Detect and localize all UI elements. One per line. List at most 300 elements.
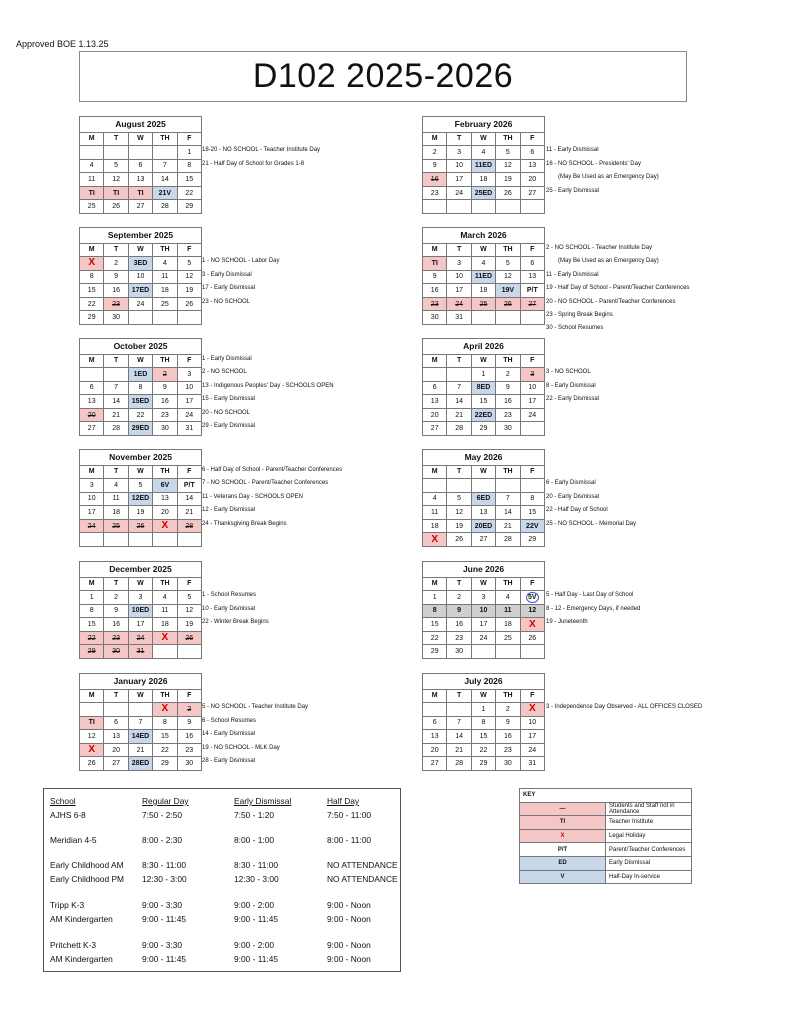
day-cell: 20 bbox=[153, 506, 177, 520]
calendar-note: 12 - Early Dismissal bbox=[202, 507, 256, 514]
month-calendar bbox=[422, 673, 545, 771]
calendar-note: 1 - Early Dismissal bbox=[202, 356, 252, 362]
day-cell: X bbox=[153, 703, 177, 717]
day-cell: 26 bbox=[496, 186, 520, 200]
day-cell: 8 bbox=[80, 604, 104, 618]
weekday-header: TH bbox=[496, 354, 520, 368]
day-cell bbox=[520, 479, 544, 493]
calendar-note: 21 - Half Day of School for Grades 1-8 bbox=[202, 160, 305, 167]
day-cell: X bbox=[520, 618, 544, 632]
day-cell: 21 bbox=[447, 408, 471, 422]
hours-cell: 9:00 - 3:30 bbox=[142, 940, 183, 950]
weekday-header: M bbox=[423, 354, 447, 368]
weekday-header: T bbox=[447, 354, 471, 368]
month-name: May 2026 bbox=[423, 450, 545, 466]
hours-cell: 9:00 - 11:45 bbox=[142, 914, 187, 924]
hours-cell: 9:00 - Noon bbox=[327, 940, 371, 950]
day-cell: 22 bbox=[128, 408, 152, 422]
day-cell bbox=[153, 645, 177, 659]
day-cell: 12 bbox=[80, 730, 104, 744]
day-cell bbox=[104, 533, 128, 547]
day-cell bbox=[471, 645, 495, 659]
month-notes bbox=[202, 464, 342, 531]
day-cell bbox=[496, 200, 520, 214]
day-cell: 8 bbox=[520, 492, 544, 506]
day-cell: 16 bbox=[153, 395, 177, 409]
day-cell: X bbox=[153, 631, 177, 645]
day-cell bbox=[423, 479, 447, 493]
day-cell bbox=[177, 533, 201, 547]
weekday-header: W bbox=[471, 354, 495, 368]
calendar-note: 11 - Early Dismissal bbox=[546, 271, 599, 278]
day-cell: 13 bbox=[128, 173, 152, 187]
weekday-header: TH bbox=[496, 132, 520, 146]
day-cell: 27 bbox=[80, 422, 104, 436]
day-cell: 12 bbox=[496, 270, 520, 284]
day-cell: 17 bbox=[520, 730, 544, 744]
hours-cell: Tripp K-3 bbox=[50, 900, 85, 910]
month-name: July 2026 bbox=[423, 674, 545, 690]
key-label: Students and Staff not in Attendance bbox=[606, 802, 692, 816]
day-cell: 5 bbox=[177, 257, 201, 271]
hours-cell: NO ATTENDANCE bbox=[327, 860, 398, 870]
month-notes bbox=[546, 242, 689, 336]
month-calendar bbox=[79, 116, 202, 214]
day-cell: 8 bbox=[128, 381, 152, 395]
weekday-header: TH bbox=[496, 577, 520, 591]
day-cell: 23 bbox=[496, 743, 520, 757]
calendar-note: (May Be Used as an Emergency Day) bbox=[558, 174, 659, 181]
day-cell bbox=[153, 533, 177, 547]
month-calendar bbox=[79, 673, 202, 771]
day-cell: 16 bbox=[177, 730, 201, 744]
day-cell: 22 bbox=[177, 186, 201, 200]
day-cell: 26 bbox=[128, 519, 152, 533]
weekday-header: M bbox=[80, 243, 104, 257]
day-cell: 13 bbox=[520, 159, 544, 173]
day-cell: 24 bbox=[447, 297, 471, 311]
day-cell: 15 bbox=[471, 730, 495, 744]
weekday-header: TH bbox=[496, 465, 520, 479]
day-cell: 9 bbox=[496, 716, 520, 730]
month-notes bbox=[546, 688, 702, 715]
calendar-note: 6 - Half Day of School - Parent/Teacher Conferences bbox=[202, 467, 343, 473]
day-cell: 16 bbox=[104, 284, 128, 298]
day-cell: 24 bbox=[128, 297, 152, 311]
calendar-note: 28 - Early Dismissal bbox=[202, 757, 256, 764]
day-cell: 29 bbox=[471, 422, 495, 436]
day-cell bbox=[104, 368, 128, 382]
hours-cell: 8:30 - 11:00 bbox=[142, 860, 187, 870]
weekday-header: TH bbox=[496, 689, 520, 703]
day-cell: 2 bbox=[447, 591, 471, 605]
calendar-note: 30 - School Resumes bbox=[546, 325, 604, 332]
day-cell: 17 bbox=[520, 395, 544, 409]
weekday-header: M bbox=[423, 577, 447, 591]
hours-cell: 9:00 - Noon bbox=[327, 914, 371, 924]
calendar-note: 22 - Half Day of School bbox=[546, 507, 608, 514]
day-cell bbox=[128, 311, 152, 325]
weekday-header: TH bbox=[153, 243, 177, 257]
day-cell: 16 bbox=[496, 730, 520, 744]
day-cell bbox=[423, 368, 447, 382]
calendar-note: 20 - NO SCHOOL - Parent/Teacher Conferences bbox=[546, 298, 676, 305]
day-cell: 3 bbox=[128, 591, 152, 605]
calendar-note: 25 - NO SCHOOL - Memorial Day bbox=[546, 520, 637, 527]
day-cell: 31 bbox=[447, 311, 471, 325]
day-cell: 7 bbox=[153, 159, 177, 173]
key-symbol: X bbox=[520, 829, 606, 843]
day-cell: 27 bbox=[520, 186, 544, 200]
day-cell: 16 bbox=[423, 284, 447, 298]
hours-cell: 8:00 - 11:00 bbox=[327, 835, 372, 845]
day-cell: 28 bbox=[153, 200, 177, 214]
day-cell: 17ED bbox=[128, 284, 152, 298]
day-cell: 20 bbox=[423, 743, 447, 757]
hours-cell: 7:50 - 2:50 bbox=[142, 810, 183, 820]
month-name: April 2026 bbox=[423, 339, 545, 355]
day-cell bbox=[471, 311, 495, 325]
day-cell: 10 bbox=[520, 381, 544, 395]
month-calendar bbox=[422, 561, 545, 659]
day-cell: 7 bbox=[128, 716, 152, 730]
day-cell: 3 bbox=[471, 591, 495, 605]
day-cell bbox=[520, 645, 544, 659]
day-cell: 25ED bbox=[471, 186, 495, 200]
day-cell: 28ED bbox=[128, 757, 152, 771]
day-cell: P/T bbox=[520, 284, 544, 298]
key-symbol: P/T bbox=[520, 843, 606, 857]
day-cell: 18 bbox=[423, 519, 447, 533]
day-cell: 15 bbox=[520, 506, 544, 520]
weekday-header: F bbox=[520, 132, 544, 146]
day-cell: 29 bbox=[471, 757, 495, 771]
day-cell: 22 bbox=[153, 743, 177, 757]
day-cell bbox=[80, 146, 104, 160]
day-cell bbox=[104, 146, 128, 160]
hours-cell: Pritchett K-3 bbox=[50, 940, 97, 950]
hours-row bbox=[44, 940, 400, 953]
day-cell: 26 bbox=[520, 631, 544, 645]
day-cell: 15 bbox=[153, 730, 177, 744]
day-cell: 10ED bbox=[128, 604, 152, 618]
day-cell: 20ED bbox=[471, 519, 495, 533]
day-cell: 17 bbox=[80, 506, 104, 520]
weekday-header: TH bbox=[153, 132, 177, 146]
day-cell: 16 bbox=[447, 618, 471, 632]
day-cell: 4 bbox=[496, 591, 520, 605]
day-cell: 13 bbox=[423, 395, 447, 409]
day-cell: 16 bbox=[104, 618, 128, 632]
day-cell: 23 bbox=[104, 297, 128, 311]
day-cell: 24 bbox=[520, 408, 544, 422]
day-cell: TI bbox=[104, 186, 128, 200]
weekday-header: F bbox=[520, 354, 544, 368]
weekday-header: T bbox=[104, 243, 128, 257]
day-cell: 12 bbox=[177, 604, 201, 618]
day-cell: 6 bbox=[104, 716, 128, 730]
day-cell: 6ED bbox=[471, 492, 495, 506]
day-cell: 1 bbox=[80, 591, 104, 605]
day-cell: 8 bbox=[153, 716, 177, 730]
weekday-header: W bbox=[128, 354, 152, 368]
day-cell: 22ED bbox=[471, 408, 495, 422]
day-cell: P/T bbox=[177, 479, 201, 493]
day-cell bbox=[423, 703, 447, 717]
day-cell bbox=[520, 422, 544, 436]
hours-row bbox=[44, 860, 400, 873]
calendar-note: 22 - Winter Break Begins bbox=[202, 619, 269, 626]
day-cell: 12 bbox=[496, 159, 520, 173]
day-cell: 11 bbox=[423, 506, 447, 520]
day-cell: 15 bbox=[471, 395, 495, 409]
day-cell: 8 bbox=[177, 159, 201, 173]
weekday-header: TH bbox=[153, 354, 177, 368]
day-cell: 13 bbox=[80, 395, 104, 409]
month-calendar bbox=[422, 338, 545, 436]
hours-cell: Early Childhood AM bbox=[50, 860, 124, 870]
calendar-note: 5 - Half Day - Last Day of School bbox=[546, 592, 634, 599]
day-cell: 30 bbox=[153, 422, 177, 436]
day-cell bbox=[447, 703, 471, 717]
hours-cell: 8:00 - 1:00 bbox=[234, 835, 275, 845]
weekday-header: T bbox=[447, 689, 471, 703]
day-cell bbox=[177, 311, 201, 325]
calendar-note: 19 - Juneteenth bbox=[546, 619, 588, 626]
day-cell: 17 bbox=[471, 618, 495, 632]
day-cell: 26 bbox=[177, 631, 201, 645]
day-cell: 25 bbox=[80, 200, 104, 214]
weekday-header: W bbox=[471, 577, 495, 591]
weekday-header: T bbox=[104, 354, 128, 368]
day-cell: 30 bbox=[104, 645, 128, 659]
calendar-note: 3 - NO SCHOOL bbox=[546, 369, 591, 376]
day-cell: 24 bbox=[128, 631, 152, 645]
day-cell: 3 bbox=[447, 257, 471, 271]
month-calendar bbox=[79, 227, 202, 325]
last-day-marker: 5V bbox=[528, 593, 537, 601]
day-cell: 19 bbox=[128, 506, 152, 520]
month-name: March 2026 bbox=[423, 228, 545, 244]
month-calendar bbox=[422, 227, 545, 325]
key-symbol: — bbox=[520, 802, 606, 816]
calendar-note: 2 - NO SCHOOL bbox=[202, 369, 247, 376]
calendar-note: 2 - NO SCHOOL - Teacher Institute Day bbox=[546, 245, 653, 251]
calendar-note: 10 - Early Dismissal bbox=[202, 605, 256, 612]
day-cell: 15ED bbox=[128, 395, 152, 409]
month-notes bbox=[202, 131, 320, 171]
day-cell: 25 bbox=[471, 297, 495, 311]
calendar-note: 16 - NO SCHOOL - Presidents' Day bbox=[546, 160, 641, 167]
weekday-header: W bbox=[128, 577, 152, 591]
key-title: KEY bbox=[520, 789, 692, 803]
weekday-header: T bbox=[447, 243, 471, 257]
day-cell: 2 bbox=[496, 703, 520, 717]
day-cell: 14ED bbox=[128, 730, 152, 744]
day-cell: 6 bbox=[80, 381, 104, 395]
day-cell: 29 bbox=[177, 200, 201, 214]
day-cell: 23 bbox=[447, 631, 471, 645]
day-cell: 19 bbox=[177, 284, 201, 298]
day-cell: 23 bbox=[153, 408, 177, 422]
weekday-header: M bbox=[423, 132, 447, 146]
day-cell bbox=[520, 591, 544, 605]
weekday-header: M bbox=[423, 243, 447, 257]
day-cell: 20 bbox=[104, 743, 128, 757]
day-cell: 15 bbox=[423, 618, 447, 632]
day-cell: 19V bbox=[496, 284, 520, 298]
weekday-header: W bbox=[128, 132, 152, 146]
day-cell: 5 bbox=[447, 492, 471, 506]
day-cell: 22 bbox=[80, 631, 104, 645]
day-cell: 2 bbox=[153, 368, 177, 382]
day-cell: 10 bbox=[177, 381, 201, 395]
day-cell: 9 bbox=[423, 159, 447, 173]
day-cell: 22V bbox=[520, 519, 544, 533]
day-cell: 27 bbox=[423, 757, 447, 771]
day-cell: 5 bbox=[128, 479, 152, 493]
day-cell: 12 bbox=[520, 604, 544, 618]
day-cell: 5 bbox=[496, 257, 520, 271]
calendar-note: 14 - Early Dismissal bbox=[202, 731, 256, 738]
weekday-header: M bbox=[423, 689, 447, 703]
day-cell bbox=[447, 479, 471, 493]
weekday-header: TH bbox=[153, 689, 177, 703]
hours-cell: 7:50 - 11:00 bbox=[327, 810, 372, 820]
day-cell: 19 bbox=[447, 519, 471, 533]
day-cell: 11 bbox=[104, 492, 128, 506]
day-cell: 1 bbox=[423, 591, 447, 605]
weekday-header: F bbox=[520, 465, 544, 479]
day-cell: X bbox=[520, 703, 544, 717]
day-cell: 29 bbox=[520, 533, 544, 547]
day-cell bbox=[423, 200, 447, 214]
hours-cell: 9:00 - 2:00 bbox=[234, 940, 275, 950]
day-cell: 30 bbox=[423, 311, 447, 325]
day-cell: 21 bbox=[496, 519, 520, 533]
calendar-key bbox=[519, 788, 692, 884]
day-cell: 4 bbox=[471, 146, 495, 160]
key-label: Teacher Institute bbox=[606, 816, 692, 830]
calendar-note: 24 - Thanksgiving Break Begins bbox=[202, 520, 287, 527]
hours-column-header: Early Dismissal bbox=[234, 796, 292, 806]
hours-header-row bbox=[44, 796, 400, 809]
key-label: Early Dismissal bbox=[606, 856, 692, 870]
day-cell: 9 bbox=[104, 270, 128, 284]
month-notes bbox=[546, 464, 636, 531]
day-cell: 23 bbox=[423, 186, 447, 200]
day-cell: 27 bbox=[128, 200, 152, 214]
day-cell: 13 bbox=[153, 492, 177, 506]
day-cell bbox=[128, 146, 152, 160]
day-cell: 7 bbox=[496, 492, 520, 506]
hours-row bbox=[44, 835, 400, 848]
weekday-header: W bbox=[471, 465, 495, 479]
day-cell bbox=[80, 533, 104, 547]
day-cell: 24 bbox=[80, 519, 104, 533]
day-cell: 1ED bbox=[128, 368, 152, 382]
calendar-note: 3 - Independence Day Observed - ALL OFFICES CLOSED bbox=[546, 704, 703, 711]
day-cell: 29 bbox=[153, 757, 177, 771]
day-cell: 2 bbox=[423, 146, 447, 160]
day-cell bbox=[496, 479, 520, 493]
day-cell: 24 bbox=[520, 743, 544, 757]
day-cell: 12 bbox=[447, 506, 471, 520]
day-cell: 28 bbox=[104, 422, 128, 436]
key-symbol: TI bbox=[520, 816, 606, 830]
day-cell: 2 bbox=[177, 703, 201, 717]
day-cell: X bbox=[80, 743, 104, 757]
day-cell: 15 bbox=[80, 284, 104, 298]
weekday-header: M bbox=[80, 689, 104, 703]
day-cell: 27 bbox=[471, 533, 495, 547]
calendar-note: 20 - Early Dismissal bbox=[546, 493, 600, 500]
day-cell: 11 bbox=[80, 173, 104, 187]
day-cell: 19 bbox=[177, 618, 201, 632]
day-cell: 21 bbox=[128, 743, 152, 757]
day-cell: 15 bbox=[80, 618, 104, 632]
day-cell bbox=[153, 311, 177, 325]
day-cell bbox=[80, 368, 104, 382]
day-cell: 9 bbox=[177, 716, 201, 730]
day-cell: 25 bbox=[104, 519, 128, 533]
day-cell: 31 bbox=[128, 645, 152, 659]
day-cell bbox=[496, 311, 520, 325]
day-cell: 9 bbox=[423, 270, 447, 284]
day-cell: 7 bbox=[447, 716, 471, 730]
hours-row bbox=[44, 954, 400, 967]
day-cell bbox=[177, 645, 201, 659]
day-cell: 2 bbox=[104, 257, 128, 271]
weekday-header: W bbox=[128, 465, 152, 479]
month-notes bbox=[546, 131, 659, 198]
day-cell: 31 bbox=[177, 422, 201, 436]
weekday-header: F bbox=[520, 689, 544, 703]
day-cell: 28 bbox=[447, 757, 471, 771]
day-cell: 6 bbox=[520, 146, 544, 160]
day-cell: 28 bbox=[177, 519, 201, 533]
month-notes bbox=[202, 242, 279, 309]
day-cell: 15 bbox=[177, 173, 201, 187]
day-cell: 27 bbox=[423, 422, 447, 436]
day-cell: 27 bbox=[520, 297, 544, 311]
day-cell: 9 bbox=[153, 381, 177, 395]
day-cell: 28 bbox=[496, 533, 520, 547]
day-cell bbox=[153, 146, 177, 160]
day-cell: 4 bbox=[80, 159, 104, 173]
month-calendar bbox=[422, 116, 545, 214]
month-name: August 2025 bbox=[80, 117, 202, 133]
calendar-note: 6 - School Resumes bbox=[202, 717, 257, 724]
day-cell bbox=[471, 479, 495, 493]
day-cell: 1 bbox=[471, 368, 495, 382]
calendar-note: 11 - Veterans Day - SCHOOLS OPEN bbox=[202, 493, 303, 500]
day-cell: 17 bbox=[177, 395, 201, 409]
day-cell: 11 bbox=[496, 604, 520, 618]
calendar-note: 7 - NO SCHOOL - Parent/Teacher Conferences bbox=[202, 480, 329, 487]
day-cell bbox=[447, 368, 471, 382]
calendar-note: 23 - NO SCHOOL bbox=[202, 298, 251, 305]
weekday-header: T bbox=[104, 689, 128, 703]
day-cell: 16 bbox=[423, 173, 447, 187]
day-cell: TI bbox=[80, 716, 104, 730]
weekday-header: M bbox=[80, 577, 104, 591]
day-cell: 19 bbox=[496, 173, 520, 187]
day-cell: 18 bbox=[471, 284, 495, 298]
day-cell: 1 bbox=[177, 146, 201, 160]
day-cell: 13 bbox=[520, 270, 544, 284]
month-name: February 2026 bbox=[423, 117, 545, 133]
